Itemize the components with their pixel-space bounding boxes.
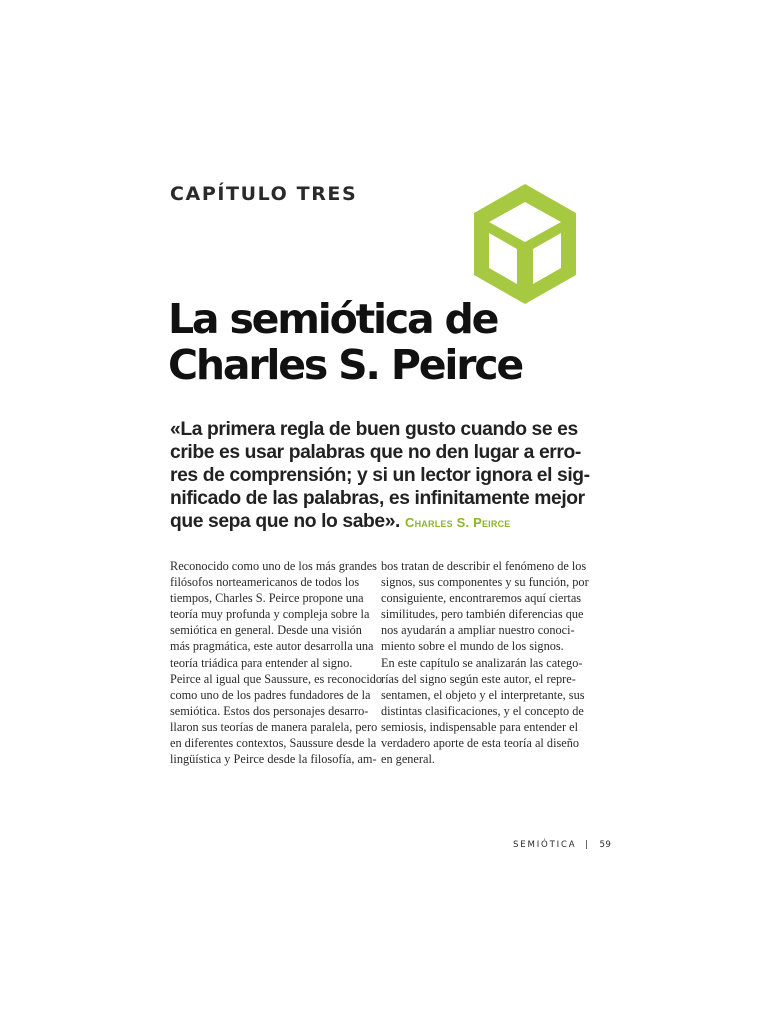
body-line: teoría muy profunda y compleja sobre la (170, 607, 370, 622)
body-line: semiótica. Estos dos personajes desarro- (170, 703, 369, 718)
body-line: bos tratan de describir el fenómeno de los (381, 559, 587, 573)
quote-line: «La primera regla de buen gusto cuando se es (170, 419, 578, 440)
body-line: Reconocido como uno de los más grandes (170, 559, 377, 573)
body-line: en diferentes contextos, Saussure desde la (170, 736, 377, 751)
body-line: En este capítulo se analizarán las catego- (381, 655, 583, 670)
body-line: miento sobre el mundo de los signos. (381, 639, 564, 654)
epigraph-quote (170, 418, 590, 534)
footer-section: SEMIÓTICA (513, 840, 577, 850)
body-line: teoría triádica para entender al signo. (170, 655, 353, 670)
page-number: 59 (599, 840, 612, 850)
quote-line: res de comprensión; y si un lector ignora el sig- (170, 465, 590, 486)
body-line: tiempos, Charles S. Peirce propone una (170, 591, 364, 606)
body-line: como uno de los padres fundadores de la (170, 687, 371, 702)
body-column-left (170, 558, 382, 767)
body-line: más pragmática, este autor desarrolla una (170, 639, 374, 654)
title-line-1: La semiótica de (168, 295, 498, 343)
body-line: semiótica en general. Desde una visión (170, 623, 362, 638)
body-line: rías del signo según este autor, el repre- (381, 671, 576, 686)
footer-separator: | (585, 840, 588, 850)
body-line: filósofos norteamericanos de todos los (170, 575, 360, 590)
page-footer (513, 840, 611, 850)
body-line: llaron sus teorías de manera paralela, pero (170, 719, 378, 734)
quote-author: Charles S. Peirce (405, 515, 511, 530)
quote-line: cribe es usar palabras que no den lugar a erro- (170, 442, 581, 463)
chapter-label: CAPÍTULO TRES (170, 183, 358, 205)
body-line: consiguiente, encontraremos aquí ciertas (381, 591, 582, 606)
body-line: verdadero aporte de esta teoría al diseño (381, 736, 580, 751)
title-line-2: Charles S. Peirce (168, 341, 522, 389)
body-line: nos ayudarán a ampliar nuestro conoci- (381, 623, 575, 638)
body-line: sentamen, el objeto y el interpretante, sus (381, 687, 585, 702)
body-line: signos, sus componentes y su función, por (381, 575, 589, 590)
quote-line: que sepa que no lo sabe». (170, 511, 401, 532)
hexagon-cube-icon (470, 180, 580, 308)
quote-line: nificado de las palabras, es infinitamente mejor (170, 488, 585, 509)
body-line: lingüística y Peirce desde la filosofía, am- (170, 752, 377, 767)
body-line: similitudes, pero también diferencias que (381, 607, 584, 622)
body-column-right (381, 558, 589, 767)
page-title (168, 296, 522, 388)
body-line: semiosis, indispensable para entender el (381, 719, 579, 734)
body-line: Peirce al igual que Saussure, es reconocido (170, 671, 383, 686)
body-line: distintas clasificaciones, y el concepto de (381, 703, 584, 718)
quote-last-line (170, 510, 590, 534)
body-line: en general. (381, 752, 435, 767)
